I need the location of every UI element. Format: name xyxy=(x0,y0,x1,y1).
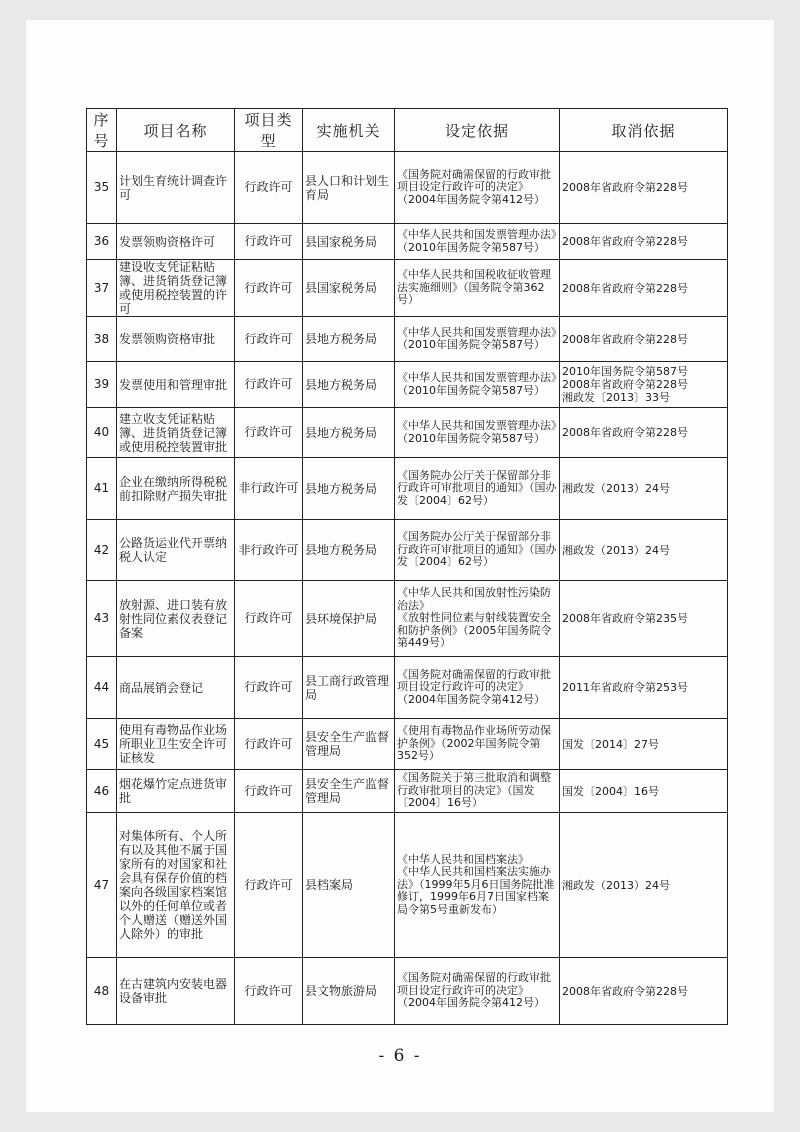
table-row xyxy=(87,958,728,1025)
cell-item-type: 行政许可 xyxy=(235,317,303,362)
cell-basis: 《国务院办公厅关于保留部分非行政许可审批项目的通知》（国办发〔2004〕62号） xyxy=(395,520,560,581)
table-row xyxy=(87,260,728,317)
cell-item-name: 烟花爆竹定点进货审批 xyxy=(117,770,235,813)
approval-items-table xyxy=(86,108,728,1025)
cell-basis: 《国务院关于第三批取消和调整行政审批项目的决定》（国发〔2004〕16号） xyxy=(395,770,560,813)
cell-item-name: 在古建筑内安装电器设备审批 xyxy=(117,958,235,1025)
table-row xyxy=(87,224,728,260)
cell-item-type: 行政许可 xyxy=(235,260,303,317)
cell-item-name: 使用有毒物品作业场所职业卫生安全许可证核发 xyxy=(117,719,235,770)
cell-item-type: 行政许可 xyxy=(235,958,303,1025)
cell-basis: 《国务院对确需保留的行政审批项目设定行政许可的决定》（2004年国务院令第412号） xyxy=(395,958,560,1025)
table-row xyxy=(87,362,728,408)
cell-item-name: 发票领购资格审批 xyxy=(117,317,235,362)
cell-item-name: 放射源、进口装有放射性同位素仪表登记备案 xyxy=(117,581,235,657)
cell-item-type: 行政许可 xyxy=(235,657,303,719)
table-row xyxy=(87,581,728,657)
cell-item-name: 商品展销会登记 xyxy=(117,657,235,719)
cell-agency: 县文物旅游局 xyxy=(303,958,395,1025)
cell-basis: 《中华人民共和国档案法》 《中华人民共和国档案法实施办法》（1999年5月6日国务院批准修订，1999年6月7日国家档案局令第5号重新发布） xyxy=(395,813,560,958)
cell-agency: 县地方税务局 xyxy=(303,458,395,520)
page-number: - 6 - xyxy=(378,1046,422,1066)
cell-agency: 县人口和计划生育局 xyxy=(303,152,395,224)
cell-seq: 39 xyxy=(87,362,117,408)
cell-seq: 44 xyxy=(87,657,117,719)
cell-item-type: 行政许可 xyxy=(235,224,303,260)
cell-item-name: 发票领购资格许可 xyxy=(117,224,235,260)
cell-basis: 《中华人民共和国发票管理办法》（2010年国务院令第587号） xyxy=(395,224,560,260)
cell-cancel-basis: 2008年省政府令第235号 xyxy=(560,581,728,657)
cell-agency: 县安全生产监督管理局 xyxy=(303,719,395,770)
cell-cancel-basis: 2008年省政府令第228号 xyxy=(560,152,728,224)
cell-basis: 《国务院对确需保留的行政审批项目设定行政许可的决定》（2004年国务院令第412号） xyxy=(395,657,560,719)
cell-cancel-basis: 2008年省政府令第228号 xyxy=(560,260,728,317)
cell-basis: 《中华人民共和国发票管理办法》（2010年国务院令第587号） xyxy=(395,362,560,408)
cell-item-name: 对集体所有、个人所有以及其他不属于国家所有的对国家和社会具有保存价值的档案向各级国家档案馆以外的任何单位或者个人赠送（赠送外国人除外）的审批 xyxy=(117,813,235,958)
cell-item-type: 非行政许可 xyxy=(235,520,303,581)
cell-item-type: 行政许可 xyxy=(235,408,303,458)
cell-cancel-basis: 湘政发（2013）24号 xyxy=(560,520,728,581)
cell-seq: 38 xyxy=(87,317,117,362)
table-body xyxy=(87,152,728,1025)
cell-cancel-basis: 2008年省政府令第228号 xyxy=(560,408,728,458)
cell-agency: 县工商行政管理局 xyxy=(303,657,395,719)
cell-seq: 42 xyxy=(87,520,117,581)
cell-basis: 《中华人民共和国发票管理办法》（2010年国务院令第587号） xyxy=(395,408,560,458)
cell-basis: 《国务院办公厅关于保留部分非行政许可审批项目的通知》（国办发〔2004〕62号） xyxy=(395,458,560,520)
cell-seq: 46 xyxy=(87,770,117,813)
cell-agency: 县地方税务局 xyxy=(303,362,395,408)
cell-basis: 《中华人民共和国税收征收管理法实施细则》（国务院令第362号） xyxy=(395,260,560,317)
cell-item-type: 行政许可 xyxy=(235,770,303,813)
cell-cancel-basis: 国发〔2014〕27号 xyxy=(560,719,728,770)
header-agency: 实施机关 xyxy=(303,109,395,152)
cell-cancel-basis: 2010年国务院令第587号 2008年省政府令第228号 湘政发〔2013〕33号 xyxy=(560,362,728,408)
cell-seq: 43 xyxy=(87,581,117,657)
header-item-type: 项目类型 xyxy=(235,109,303,152)
table-row xyxy=(87,317,728,362)
cell-agency: 县国家税务局 xyxy=(303,260,395,317)
cell-agency: 县地方税务局 xyxy=(303,317,395,362)
table-header-row xyxy=(87,109,728,152)
cell-basis: 《使用有毒物品作业场所劳动保护条例》（2002年国务院令第352号） xyxy=(395,719,560,770)
cell-item-type: 行政许可 xyxy=(235,362,303,408)
cell-seq: 45 xyxy=(87,719,117,770)
table-row xyxy=(87,152,728,224)
table-row xyxy=(87,520,728,581)
document-page xyxy=(26,20,774,1112)
cell-seq: 37 xyxy=(87,260,117,317)
cell-cancel-basis: 2008年省政府令第228号 xyxy=(560,958,728,1025)
cell-item-type: 行政许可 xyxy=(235,152,303,224)
table-row xyxy=(87,813,728,958)
header-item-name: 项目名称 xyxy=(117,109,235,152)
cell-cancel-basis: 湘政发（2013）24号 xyxy=(560,458,728,520)
cell-item-name: 公路货运业代开票纳税人认定 xyxy=(117,520,235,581)
cell-seq: 35 xyxy=(87,152,117,224)
cell-seq: 41 xyxy=(87,458,117,520)
cell-agency: 县国家税务局 xyxy=(303,224,395,260)
cell-item-name: 企业在缴纳所得税税前扣除财产损失审批 xyxy=(117,458,235,520)
cell-item-name: 建立收支凭证粘贴簿、进货销货登记簿或使用税控装置审批 xyxy=(117,408,235,458)
table-row xyxy=(87,719,728,770)
table-row xyxy=(87,770,728,813)
cell-cancel-basis: 2008年省政府令第228号 xyxy=(560,317,728,362)
cell-agency: 县档案局 xyxy=(303,813,395,958)
table-row xyxy=(87,408,728,458)
cell-basis: 《国务院对确需保留的行政审批项目设定行政许可的决定》（2004年国务院令第412号） xyxy=(395,152,560,224)
header-basis: 设定依据 xyxy=(395,109,560,152)
cell-basis: 《中华人民共和国发票管理办法》（2010年国务院令第587号） xyxy=(395,317,560,362)
header-cancel-basis: 取消依据 xyxy=(560,109,728,152)
cell-cancel-basis: 湘政发（2013）24号 xyxy=(560,813,728,958)
cell-agency: 县环境保护局 xyxy=(303,581,395,657)
table-row xyxy=(87,458,728,520)
cell-item-type: 行政许可 xyxy=(235,719,303,770)
cell-cancel-basis: 国发〔2004〕16号 xyxy=(560,770,728,813)
cell-seq: 36 xyxy=(87,224,117,260)
cell-seq: 47 xyxy=(87,813,117,958)
cell-item-name: 建设收支凭证粘贴簿、进货销货登记簿或使用税控装置的许可 xyxy=(117,260,235,317)
cell-item-name: 发票使用和管理审批 xyxy=(117,362,235,408)
cell-agency: 县安全生产监督管理局 xyxy=(303,770,395,813)
cell-cancel-basis: 2008年省政府令第228号 xyxy=(560,224,728,260)
table-row xyxy=(87,657,728,719)
cell-item-name: 计划生育统计调查许可 xyxy=(117,152,235,224)
cell-agency: 县地方税务局 xyxy=(303,408,395,458)
cell-agency: 县地方税务局 xyxy=(303,520,395,581)
cell-item-type: 行政许可 xyxy=(235,813,303,958)
header-seq: 序号 xyxy=(87,109,117,152)
cell-seq: 40 xyxy=(87,408,117,458)
cell-item-type: 行政许可 xyxy=(235,581,303,657)
cell-item-type: 非行政许可 xyxy=(235,458,303,520)
cell-basis: 《中华人民共和国放射性污染防治法》 《放射性同位素与射线装置安全和防护条例》（2005年国务院令第449号） xyxy=(395,581,560,657)
cell-seq: 48 xyxy=(87,958,117,1025)
cell-cancel-basis: 2011年省政府令第253号 xyxy=(560,657,728,719)
